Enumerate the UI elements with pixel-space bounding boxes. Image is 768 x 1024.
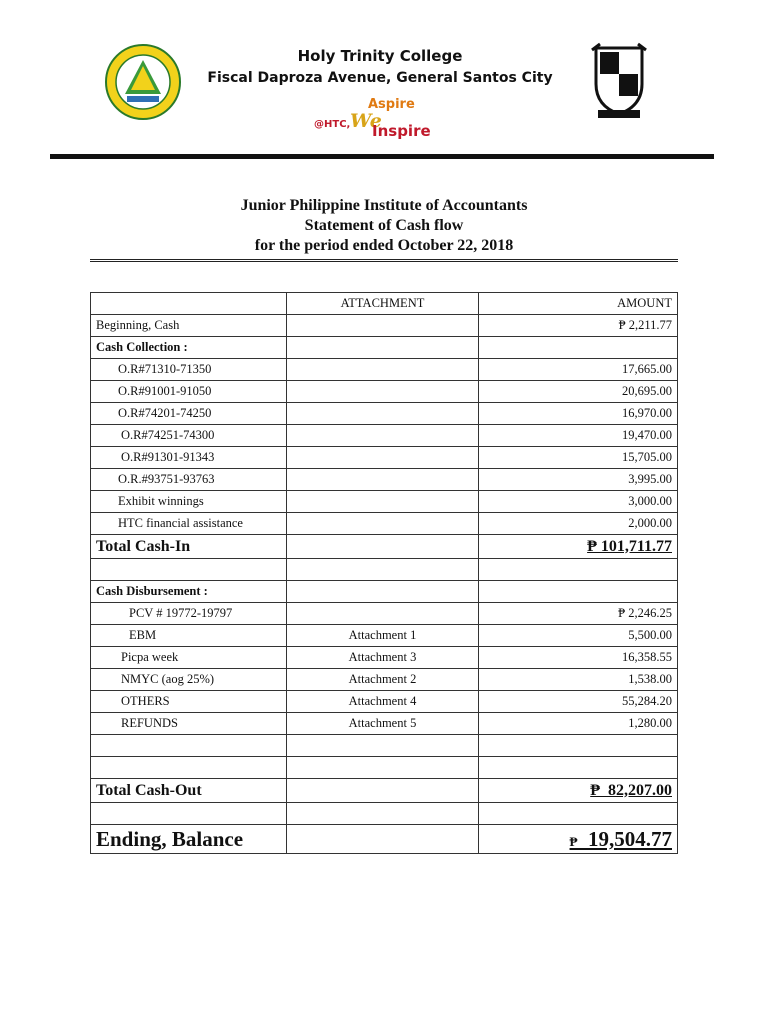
total-cash-out-row — [91, 779, 678, 803]
cash-collection-label: Cash Collection : — [91, 337, 287, 359]
table-row: O.R#74251-74300 19,470.00 — [91, 425, 678, 447]
ending-balance-row — [91, 825, 678, 854]
blank-row — [91, 757, 678, 779]
table-row: REFUNDS Attachment 5 1,280.00 — [91, 713, 678, 735]
svg-text:We: We — [350, 110, 382, 132]
table-row: O.R#91301-91343 15,705.00 — [91, 447, 678, 469]
beginning-cash-row — [91, 315, 678, 337]
table-row: OTHERS Attachment 4 55,284.20 — [91, 691, 678, 713]
statement-title — [90, 196, 678, 256]
table-row: Exhibit winnings 3,000.00 — [91, 491, 678, 513]
amount-column-header: AMOUNT — [479, 293, 678, 315]
svg-text:@HTC,: @HTC, — [314, 119, 351, 130]
table-row: NMYC (aog 25%) Attachment 2 1,538.00 — [91, 669, 678, 691]
ending-balance-label: Ending, Balance — [91, 825, 287, 854]
peso-sign: ₱ — [569, 833, 578, 849]
organization-name: Junior Philippine Institute of Accountants — [240, 197, 528, 214]
table-row: O.R#71310-71350 17,665.00 — [91, 359, 678, 381]
blank-row — [91, 559, 678, 581]
cash-disbursement-header-row — [91, 581, 678, 603]
statement-name: Statement of Cash flow — [304, 217, 464, 234]
cash-collection-header-row — [91, 337, 678, 359]
total-cash-in-row — [91, 535, 678, 559]
table-row: EBM Attachment 1 5,500.00 — [91, 625, 678, 647]
cash-disbursement-label: Cash Disbursement : — [91, 581, 287, 603]
total-cash-out-label: Total Cash-Out — [91, 779, 287, 803]
letterhead — [0, 0, 768, 170]
attachment-column-header: ATTACHMENT — [287, 293, 479, 315]
jpia-crest-logo — [590, 40, 648, 120]
college-seal-logo — [105, 44, 181, 120]
college-name: Holy Trinity College — [297, 47, 463, 65]
table-row: O.R.#93751-93763 3,995.00 — [91, 469, 678, 491]
slogan-logo — [312, 92, 434, 148]
header-blank-cell — [91, 293, 287, 315]
peso-sign: ₱ — [590, 781, 600, 799]
table-row: PCV # 19772-19797 ₱ 2,246.25 — [91, 603, 678, 625]
table-row: Picpa week Attachment 3 16,358.55 — [91, 647, 678, 669]
table-row: HTC financial assistance 2,000.00 — [91, 513, 678, 535]
table-row: O.R#91001-91050 20,695.00 — [91, 381, 678, 403]
blank-row — [91, 803, 678, 825]
ending-balance-amount: ₱ 19,504.77 — [479, 825, 678, 854]
title-divider — [90, 259, 678, 262]
beginning-cash-amount: ₱ 2,211.77 — [479, 315, 678, 337]
svg-text:Aspire: Aspire — [368, 97, 415, 112]
svg-text:Inspire: Inspire — [372, 122, 431, 140]
beginning-cash-label: Beginning, Cash — [91, 315, 287, 337]
table-header-row — [91, 293, 678, 315]
total-cash-out-amount: ₱ 82,207.00 — [479, 779, 678, 803]
statement-period: for the period ended October 22, 2018 — [254, 237, 514, 254]
header-divider — [50, 154, 714, 159]
college-address: Fiscal Daproza Avenue, General Santos City — [207, 70, 553, 86]
table-row: O.R#74201-74250 16,970.00 — [91, 403, 678, 425]
total-cash-in-label: Total Cash-In — [91, 535, 287, 559]
total-cash-in-amount: ₱ 101,711.77 — [479, 535, 678, 559]
cash-flow-table — [90, 292, 678, 854]
blank-row — [91, 735, 678, 757]
